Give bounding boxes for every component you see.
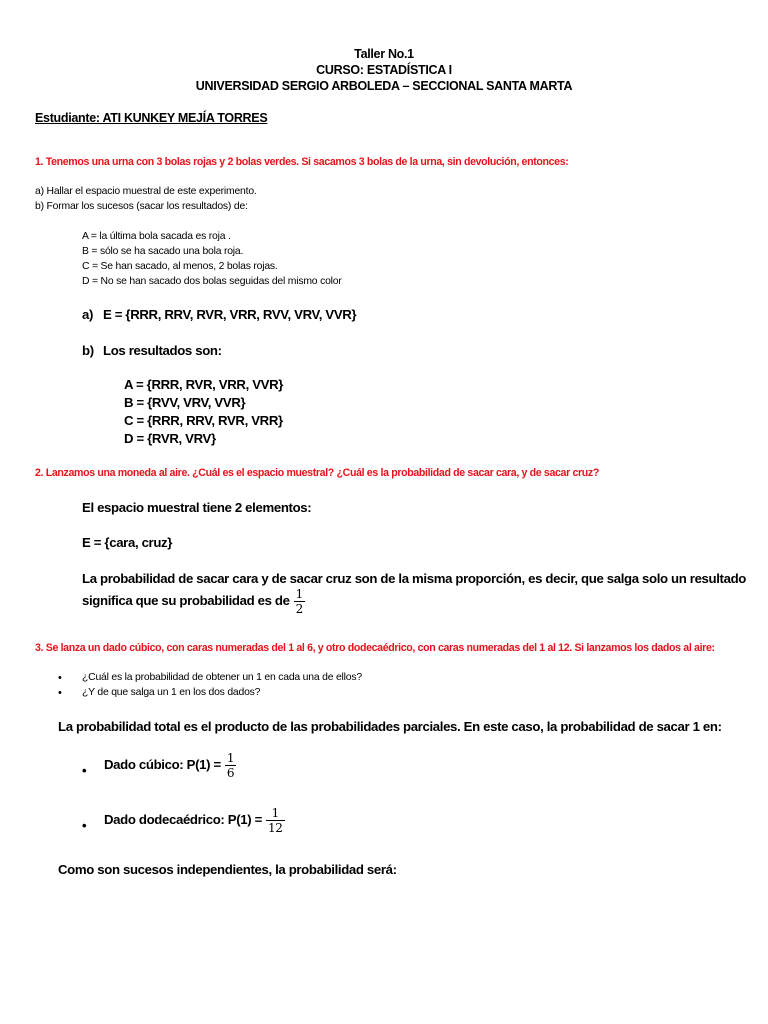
q3-bullet-1: ¿Cuál es la probabilidad de obtener un 1 en cada una de ellos? [82,672,362,683]
q3-dado-cubico [104,751,236,780]
header-line-3: UNIVERSIDAD SERGIO ARBOLEDA – SECCIONAL SANTA MARTA [195,79,573,93]
q3-fraction-2-den: 12 [267,821,283,835]
q2-line-4-text: significa que su probabilidad es de [82,592,290,608]
q3-bullet-4-icon: • [82,818,87,833]
q3-bullet-2: ¿Y de que salga un 1 en los dos dados? [82,687,261,698]
student-name: Estudiante: ATI KUNKEY MEJÍA TORRES [35,111,268,125]
q3-line-1: La probabilidad total es el producto de las probabilidades parciales. En este caso, la probabilidad de sacar 1 en: [58,719,722,734]
q3-line-2: Como son sucesos independientes, la probabilidad será: [58,862,397,877]
q3-fraction-2-num: 1 [271,806,279,820]
q3-title: 3. Se lanza un dado cúbico, con caras numeradas del 1 al 6, y otro dodecaédrico, con caras numeradas del 1 al 12. Si lanzamos los dados al aire: [35,642,715,654]
q1-answer-a: E = {RRR, RRV, RVR, VRR, RVV, VRV, VVR} [103,307,357,322]
q1-def-b: B = sólo se ha sacado una bola roja. [82,246,244,257]
header-line-1: Taller No.1 [354,47,414,61]
q3-bullet-3-icon: • [82,763,87,778]
q2-line-1: El espacio muestral tiene 2 elementos: [82,500,312,515]
q2-line-2: E = {cara, cruz} [82,535,173,550]
q2-title: 2. Lanzamos una moneda al aire. ¿Cuál es el espacio muestral? ¿Cuál es la probabilidad de sacar cara, y de sacar cruz? [35,467,599,479]
q3-dado-dodecaedrico [104,806,285,835]
q1-set-b: B = {RVV, VRV, VVR} [124,395,246,410]
q1-answer-b: Los resultados son: [103,343,222,358]
q1-part-a: a) Hallar el espacio muestral de este experimento. [35,186,257,197]
q1-set-c: C = {RRR, RRV, RVR, VRR} [124,413,283,428]
q3-fraction-1 [225,751,236,780]
q3-fraction-1-num: 1 [226,751,235,765]
q1-def-d: D = No se han sacado dos bolas seguidas del mismo color [82,276,342,287]
q1-set-d: D = {RVR, VRV} [124,431,216,446]
q1-answer-b-label: b) [82,343,94,358]
q2-fraction [294,587,305,616]
q3-bullet-2-icon: • [58,687,62,699]
q2-line-3: La probabilidad de sacar cara y de sacar cruz son de la misma proporción, es decir, que salga solo un resultado [82,571,746,586]
q1-part-b: b) Formar los sucesos (sacar los resultados) de: [35,201,248,212]
q2-line-4 [82,587,305,616]
q3-dado-cubico-text: Dado cúbico: P(1) = [104,756,221,772]
q1-set-a: A = {RRR, RVR, VRR, VVR} [124,377,284,392]
q2-fraction-den: 2 [295,602,303,616]
header-line-2: CURSO: ESTADÍSTICA I [316,63,452,77]
q3-fraction-1-den: 6 [226,766,235,780]
q1-answer-a-label: a) [82,307,94,322]
q1-def-c: C = Se han sacado, al menos, 2 bolas rojas. [82,261,278,272]
q1-def-a: A = la última bola sacada es roja . [82,231,231,242]
q3-dado-dodecaedrico-text: Dado dodecaédrico: P(1) = [104,811,262,827]
q3-fraction-2 [266,806,285,835]
q3-bullet-1-icon: • [58,672,62,684]
q1-title: 1. Tenemos una urna con 3 bolas rojas y 2 bolas verdes. Si sacamos 3 bolas de la urna, sin devolución, entonces: [35,156,569,168]
q2-fraction-num: 1 [295,587,303,601]
